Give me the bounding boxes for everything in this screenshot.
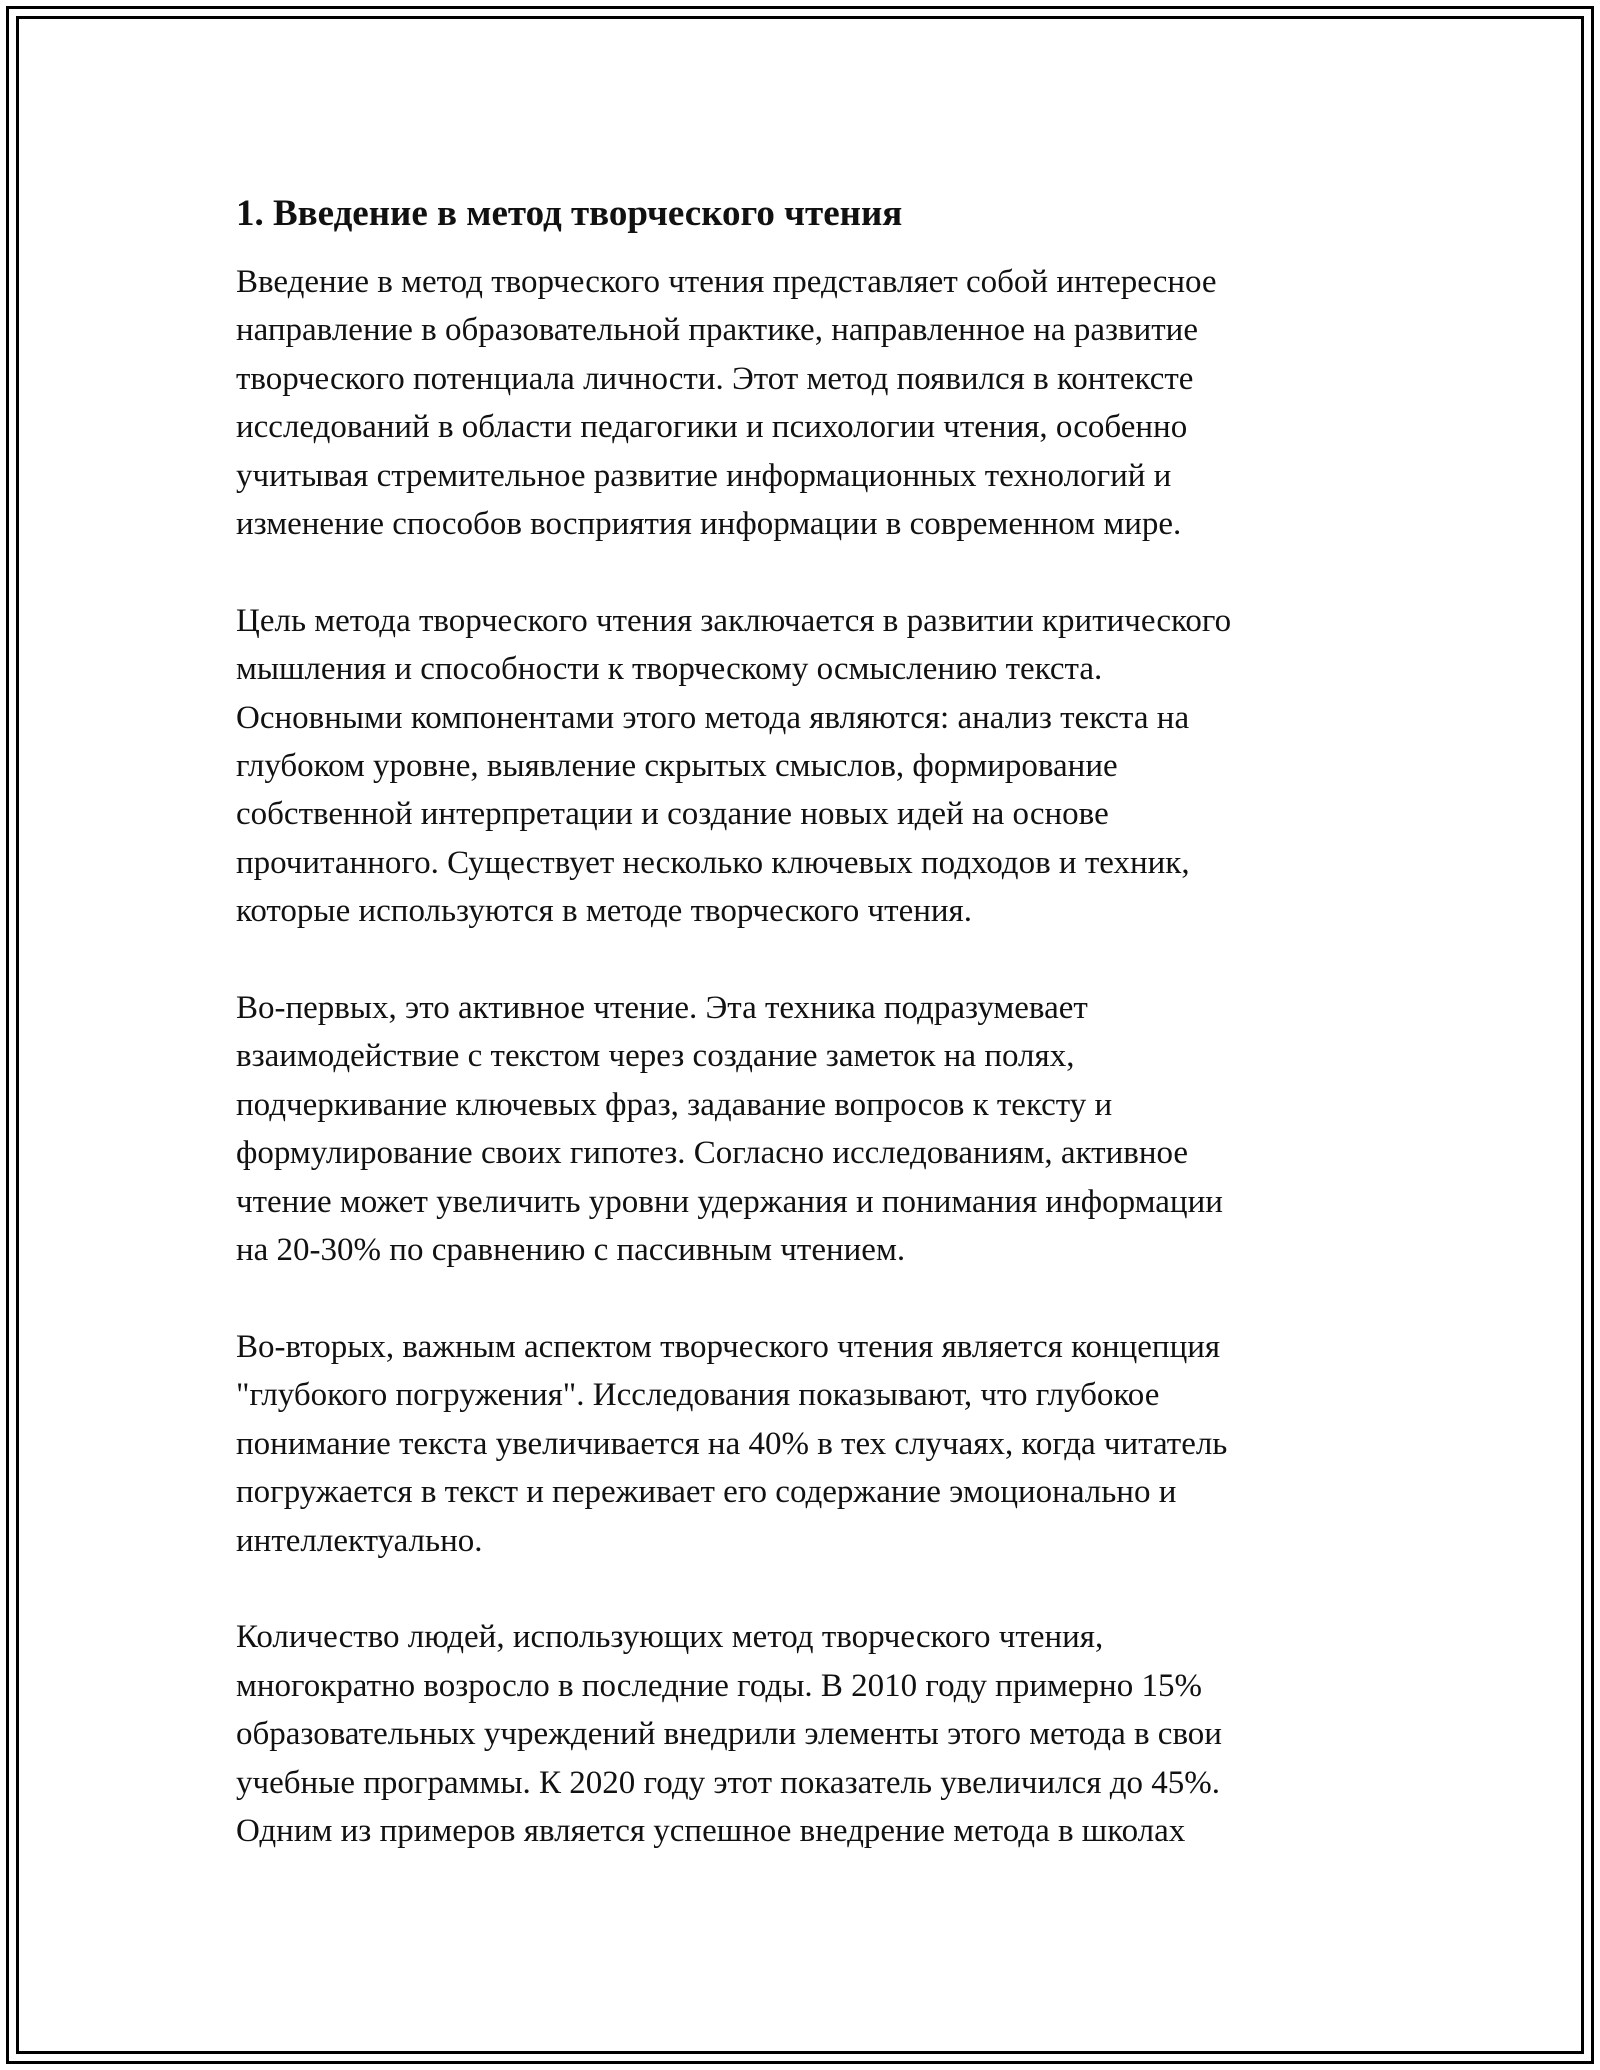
paragraph-active-reading: Во-первых, это активное чтение. Эта техника подразумевает взаимодействие с текстом через создание заметок на полях, подчеркивание ключевых фраз, задавание вопросов к тексту и формулирование своих гипотез. Согласно исследованиям, активное чтение может увеличить уровни удержания и понимания информации на 20-30% по сравнению с пассивным чтением. [236, 990, 1223, 1269]
document-body [236, 190, 1376, 1904]
paragraph-introduction: Введение в метод творческого чтения представляет собой интересное направление в образовательной практике, направленное на развитие творческого потенциала личности. Этот метод появился в контексте исследований в области педагогики и психологии чтения, особенно учитывая стремительное развитие информационных технологий и изменение способов восприятия информации в современном мире. [236, 264, 1217, 543]
paragraph-deep-immersion: Во-вторых, важным аспектом творческого чтения является концепция "глубокого погружения". Исследования показывают, что глубокое понимание текста увеличивается на 40% в тех случаях, когда читатель погружается в текст и переживает его содержание эмоционально и интеллектуально. [236, 1328, 1228, 1559]
paragraph-adoption: Количество людей, использующих метод творческого чтения, многократно возросло в последние годы. В 2010 году примерно 15% образовательных учреждений внедрили элементы этого метода в свои учебные программы. К 2020 году этот показатель увеличился до 45%. Одним из примеров является успешное внедрение метода в школах [236, 1619, 1222, 1849]
section-heading: 1. Введение в метод творческого чтения [236, 193, 903, 234]
paragraph-goal: Цель метода творческого чтения заключается в развитии критического мышления и способности к творческому осмыслению текста. Основными компонентами этого метода являются: анализ текста на глубоком уровне, выявление скрытых смыслов, формирование собственной интерпретации и создание новых идей на основе прочитанного. Существует несколько ключевых подходов и техник, которые используются в методе творческого чтения. [236, 602, 1232, 930]
